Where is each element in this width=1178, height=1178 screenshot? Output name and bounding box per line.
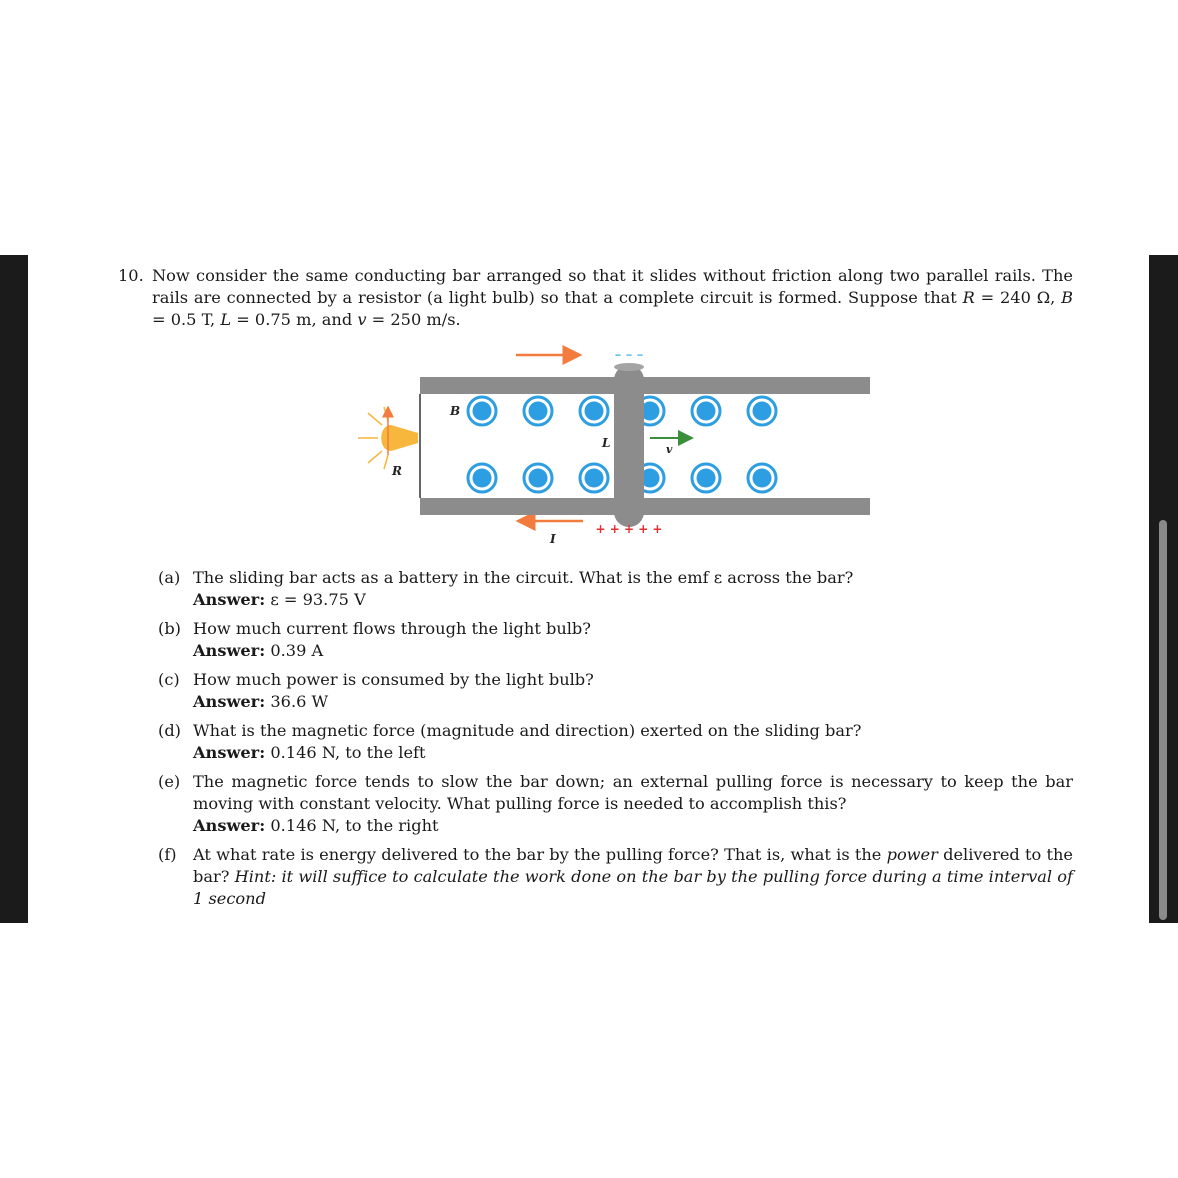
- scrollbar[interactable]: [1159, 520, 1167, 920]
- part-a: (a) The sliding bar acts as a battery in the circuit. What is the emf ε across the bar? Answer: ε = 93.75 V: [158, 567, 1073, 611]
- problem-text: Now consider the same conducting bar arranged so that it slides without friction along two parallel rails. The rails are connected by a resistor (a light bulb) so that a complete circuit is formed. Suppose that R = 240 Ω, B = 0.5 T, L = 0.75 m, and v = 250 m/s.: [152, 266, 1074, 329]
- label-I: I: [550, 532, 556, 546]
- question-text: How much power is consumed by the light bulb?: [193, 670, 594, 689]
- document-page: [28, 255, 1149, 923]
- part-d: (d) What is the magnetic force (magnitude and direction) exerted on the sliding bar? Answer: 0.146 N, to the left: [158, 720, 1073, 764]
- label-B: B: [450, 404, 461, 418]
- field-dot-icon: [524, 464, 552, 492]
- bottom-rail: [420, 498, 870, 515]
- answer-value: 0.39 A: [270, 641, 324, 660]
- minus-charges: – – –: [614, 348, 644, 363]
- question-text: The magnetic force tends to slow the bar down; an external pulling force is necessary to keep the bar moving with constant velocity. What pulling force is needed to accomplish this?: [193, 772, 1073, 813]
- sliding-bar: [614, 365, 644, 527]
- field-dot-icon: [468, 397, 496, 425]
- problem-statement: [118, 265, 1073, 331]
- question-parts: [158, 567, 1073, 917]
- label-L: L: [602, 436, 611, 450]
- plus-charges: + + + + +: [595, 522, 663, 536]
- light-bulb-icon: [358, 407, 418, 469]
- label-R: R: [392, 464, 402, 478]
- answer-value: 0.146 N, to the left: [270, 743, 426, 762]
- field-dot-icon: [692, 464, 720, 492]
- label-v: v: [666, 443, 673, 456]
- question-text: The sliding bar acts as a battery in the circuit. What is the emf ε across the bar?: [193, 568, 854, 587]
- part-b: (b) How much current flows through the light bulb? Answer: 0.39 A: [158, 618, 1073, 662]
- part-c: (c) How much power is consumed by the light bulb? Answer: 36.6 W: [158, 669, 1073, 713]
- field-dot-icon: [748, 397, 776, 425]
- top-rail: [420, 377, 870, 394]
- sliding-bar-top: [614, 363, 644, 371]
- circuit-diagram: [358, 345, 878, 550]
- answer-value: ε = 93.75 V: [270, 590, 366, 609]
- question-text: How much current flows through the light bulb?: [193, 619, 591, 638]
- part-e: (e) The magnetic force tends to slow the bar down; an external pulling force is necessary to keep the bar moving with constant velocity. What pulling force is needed to accomplish this? Answer: 0.146 N, to the right: [158, 772, 1073, 835]
- question-text: At what rate is energy delivered to the bar by the pulling force? That is, what is the power delivered to the bar? Hint: it will suffice to calculate the work done on the bar by the pulling force during a time interval of 1 second: [193, 845, 1073, 908]
- field-dot-icon: [524, 397, 552, 425]
- field-dot-icon: [580, 397, 608, 425]
- field-dot-icon: [748, 464, 776, 492]
- problem-number: 10.: [118, 266, 144, 285]
- question-text: What is the magnetic force (magnitude and direction) exerted on the sliding bar?: [193, 721, 862, 740]
- field-dot-icon: [580, 464, 608, 492]
- answer-value: 0.146 N, to the right: [270, 816, 439, 835]
- field-dot-icon: [692, 397, 720, 425]
- field-dot-icon: [468, 464, 496, 492]
- part-f: (f) At what rate is energy delivered to the bar by the pulling force? That is, what is the power delivered to the bar? Hint: it will suffice to calculate the work done on the bar by the pulling force during a time interval of 1 second: [158, 845, 1073, 908]
- hint-text: Hint: it will suffice to calculate the work done on the bar by the pulling force during a time interval of 1 second: [193, 867, 1073, 908]
- answer-value: 36.6 W: [270, 692, 329, 711]
